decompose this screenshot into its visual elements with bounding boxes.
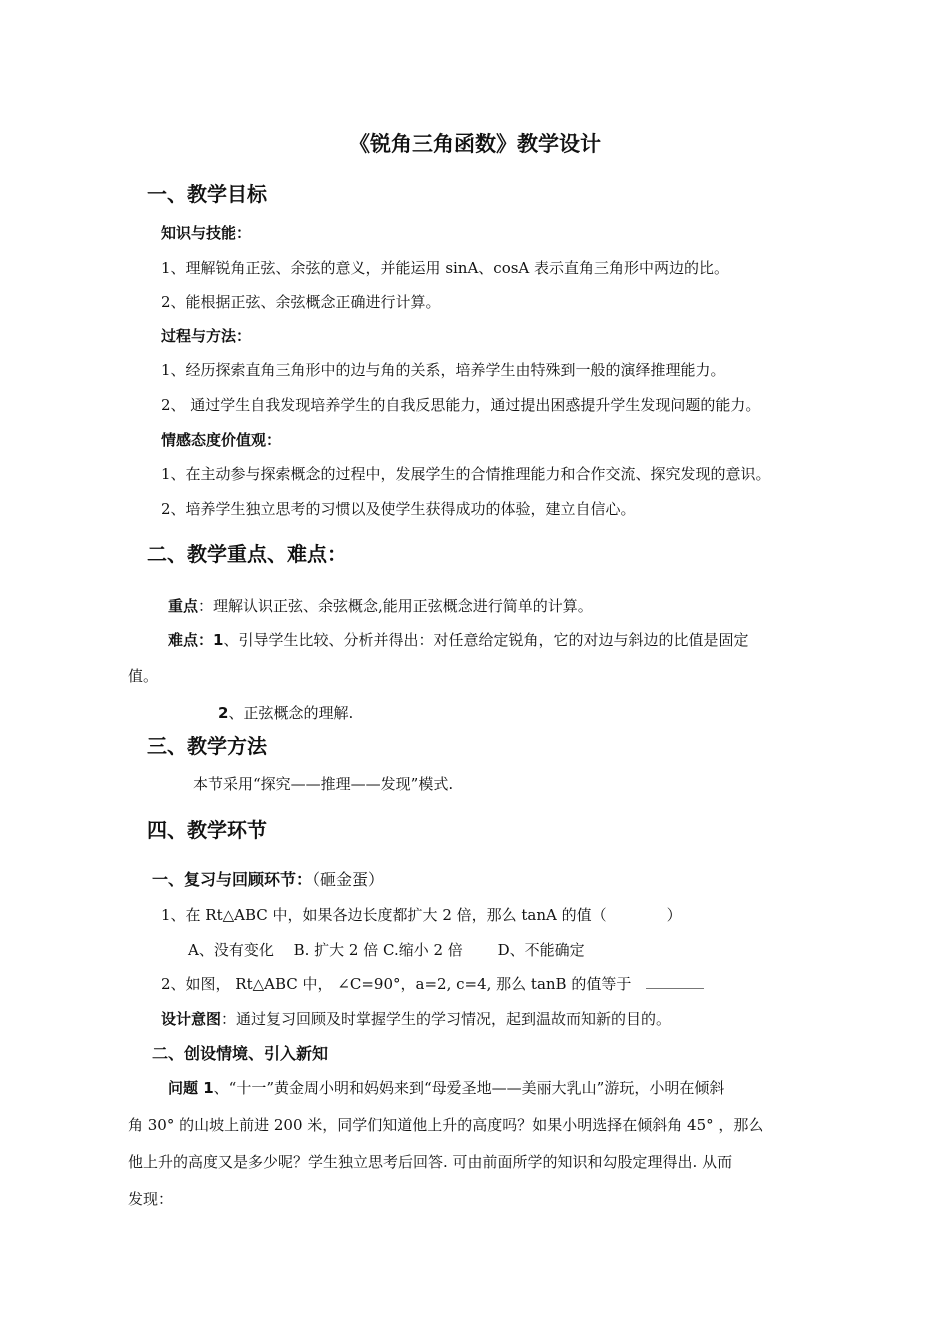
emotion-item-1: 1、在主动参与探索概念的过程中，发展学生的合情推理能力和合作交流、探究发现的意识。 bbox=[161, 465, 771, 483]
difficulty-text-cont: 值。 bbox=[128, 667, 159, 685]
key-point-label: 重点 bbox=[168, 597, 199, 615]
review-heading bbox=[152, 869, 384, 891]
process-item-2: 2、 通过学生自我发现培养学生的自我反思能力，通过提出困惑提升学生发现问题的能力。 bbox=[161, 396, 761, 414]
emotion-label: 情感态度价值观： bbox=[161, 431, 282, 449]
design-intent-line bbox=[161, 1009, 671, 1029]
review-heading-label: 一、复习与回顾环节： bbox=[152, 870, 313, 889]
question-1-options: A、没有变化 B. 扩大 2 倍 C.缩小 2 倍 D、不能确定 bbox=[188, 941, 585, 959]
key-point-line bbox=[168, 596, 593, 616]
section-heading-objectives: 一、教学目标 bbox=[147, 182, 267, 206]
key-point-text: ：理解认识正弦、余弦概念,能用正弦概念进行简单的计算。 bbox=[198, 597, 593, 615]
knowledge-label: 知识与技能： bbox=[161, 224, 252, 242]
method-text: 本节采用“探究——推理——发现”模式. bbox=[193, 775, 454, 793]
problem-1-line-3: 他上升的高度又是多少呢？学生独立思考后回答. 可由前面所学的知识和勾股定理得出. 从而 bbox=[128, 1153, 733, 1171]
section-heading-key-points: 二、教学重点、难点： bbox=[147, 542, 347, 566]
process-label: 过程与方法： bbox=[161, 327, 252, 345]
knowledge-item-2: 2、能根据正弦、余弦概念正确进行计算。 bbox=[161, 293, 441, 311]
problem-1-text: 、“十一”黄金周小明和妈妈来到“母爱圣地——美丽大乳山”游玩，小明在倾斜 bbox=[213, 1079, 725, 1097]
emotion-item-2: 2、培养学生独立思考的习惯以及使学生获得成功的体验，建立自信心。 bbox=[161, 500, 636, 518]
problem-1-label: 问题 1 bbox=[168, 1079, 214, 1097]
difficulty-label: 难点：1 bbox=[168, 631, 224, 649]
difficulty-2-text: 、正弦概念的理解. bbox=[228, 704, 354, 722]
problem-1-line-4: 发现： bbox=[128, 1190, 174, 1208]
process-item-1: 1、经历探索直角三角形中的边与角的关系，培养学生由特殊到一般的演绎推理能力。 bbox=[161, 361, 726, 379]
problem-1-line bbox=[168, 1078, 724, 1098]
design-intent-label: 设计意图 bbox=[161, 1010, 222, 1028]
answer-blank[interactable] bbox=[646, 974, 704, 989]
section-heading-method: 三、教学方法 bbox=[147, 734, 267, 758]
review-heading-note: （砸金蛋） bbox=[312, 870, 385, 889]
question-1: 1、在 Rt△ABC 中，如果各边长度都扩大 2 倍，那么 tanA 的值（ ） bbox=[161, 906, 682, 924]
design-intent-text: ：通过复习回顾及时掌握学生的学习情况，起到温故而知新的目的。 bbox=[221, 1010, 672, 1028]
difficulty-line-2 bbox=[218, 703, 353, 723]
scenario-heading: 二、创设情境、引入新知 bbox=[152, 1044, 329, 1063]
page-title: 《锐角三角函数》教学设计 bbox=[349, 132, 601, 156]
question-2-line bbox=[161, 974, 704, 994]
problem-1-line-2: 角 30° 的山坡上前进 200 米，同学们知道他上升的高度吗？如果小明选择在倾斜角 45° ，那么 bbox=[128, 1116, 764, 1134]
section-heading-steps: 四、教学环节 bbox=[147, 818, 267, 842]
knowledge-item-1: 1、理解锐角正弦、余弦的意义，并能运用 sinA、cosA 表示直角三角形中两边的比。 bbox=[161, 259, 730, 277]
difficulty-line bbox=[168, 630, 748, 650]
difficulty-2-label: 2 bbox=[218, 704, 229, 722]
question-2: 2、如图， Rt△ABC 中， ∠C=90°，a=2, c=4, 那么 tanB 的值等于 bbox=[161, 975, 632, 993]
difficulty-text: 、引导学生比较、分析并得出：对任意给定锐角，它的对边与斜边的比值是固定 bbox=[223, 631, 749, 649]
